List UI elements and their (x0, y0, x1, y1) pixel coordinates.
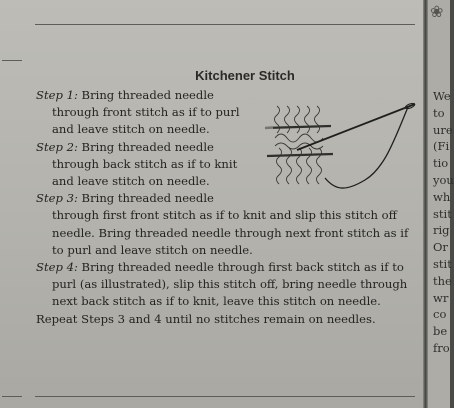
facing-line: the (433, 273, 452, 288)
facing-page-bottom-rule (2, 396, 22, 397)
facing-page-rule (2, 60, 22, 61)
step-1-line-1: Step 1: Bring threaded needle (36, 88, 214, 102)
facing-line: wh (433, 189, 451, 204)
front-needle (265, 126, 331, 128)
kitchener-stitch-illustration (265, 98, 425, 198)
facing-line: co (433, 307, 447, 322)
section-title: Kitchener Stitch (195, 68, 295, 83)
step-2-line-1: Step 2: Bring threaded needle (36, 139, 214, 154)
step-4-label: Step 4: (36, 260, 78, 275)
step-2-line-2: through back stitch as if to knit (52, 156, 238, 171)
step-1-label: Step 1: (36, 88, 78, 102)
flower-ornament-icon: ❀ (430, 2, 444, 21)
facing-line: to (433, 105, 445, 120)
top-rule (35, 24, 415, 25)
closing-line: Repeat Steps 3 and 4 until no stitches remain on needles. (36, 311, 376, 326)
step-1-line-3: and leave stitch on needle. (52, 122, 210, 137)
step-2-line-3: and leave stitch on needle. (52, 174, 210, 189)
step-4-line-2: purl (as illustrated), slip this stitch off, bring needle through (52, 277, 408, 292)
step-4-line-3: next back stitch as if to knit, leave this stitch on needle. (52, 294, 381, 309)
facing-line: rig (433, 223, 450, 238)
facing-line: tio (433, 156, 449, 171)
facing-line: fro (433, 340, 450, 355)
step-3-line-3: needle. Bring threaded needle through next front stitch as if (52, 225, 409, 240)
facing-page-text (433, 88, 453, 357)
facing-line: We (433, 89, 451, 103)
facing-line: stit (433, 206, 452, 221)
step-2-label: Step 2: (36, 139, 78, 154)
facing-line: wr (433, 290, 449, 305)
step-3-line-2: through first front stitch as if to knit and slip this stitch off (52, 208, 397, 223)
facing-line: Or (433, 240, 448, 255)
yarn (325, 107, 408, 188)
step-3-label: Step 3: (36, 191, 78, 206)
facing-line: (Fi (433, 139, 450, 154)
step-3-line-1: Step 3: Bring threaded needle (36, 191, 214, 206)
facing-line: be (433, 324, 448, 339)
facing-line: ure (433, 122, 453, 137)
step-4-line-1: Step 4: Bring threaded needle through first back stitch as if to (36, 260, 404, 275)
bottom-rule (35, 396, 415, 397)
step-3-line-4: to purl and leave stitch on needle. (52, 242, 253, 257)
facing-line: stit (433, 256, 452, 271)
step-1-line-2: through front stitch as if to purl (52, 105, 240, 120)
facing-line: you (433, 172, 454, 187)
back-needle (267, 154, 333, 156)
